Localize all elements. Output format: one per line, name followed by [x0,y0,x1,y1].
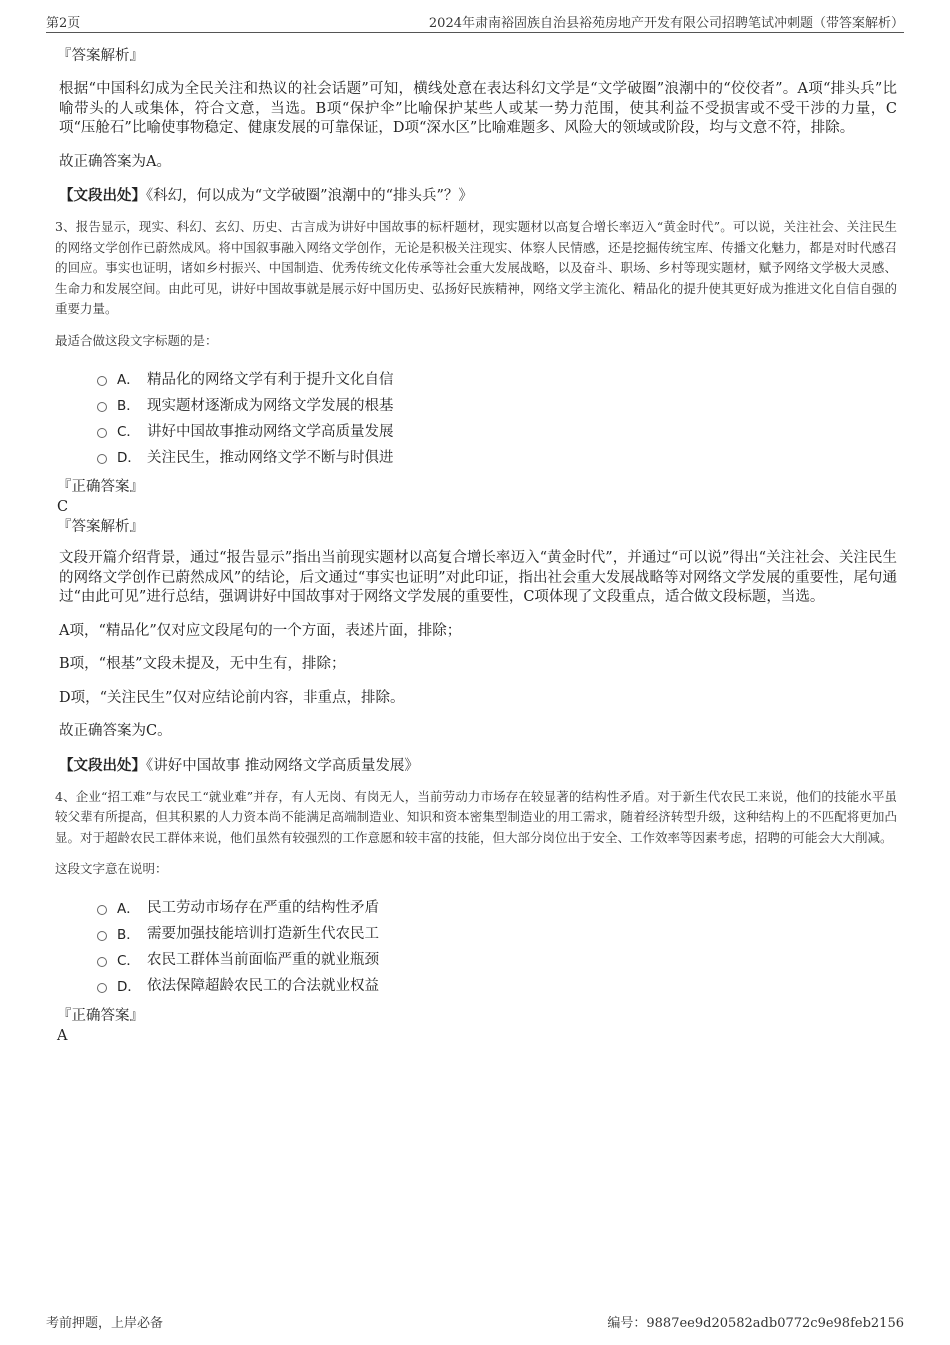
q3-note-d: D项，“关注民生”仅对应结论前内容，非重点，排除。 [59,689,405,706]
q4-question: 这段文字意在说明： [55,861,168,876]
q4-stem: 4、企业“招工难”与农民工“就业难”并存，有人无岗、有岗无人，当前劳动力市场存在较显著的结构性矛盾。对于新生代农民工来说，他们的技能水平虽较父辈有所提高，但其积累的人力资本尚不能满足高端制造业、知识和资本密集型制造业的用工需求，随着经济转型升级，这种结构上的不匹配将更加凸显。对于超龄农民工群体来说，他们虽然有较强烈的工作意愿和较丰富的技能，但大部分岗位出于安全、工作效率等因素考虑，招聘的可能会大大削减。 [55,788,897,845]
option-letter: D． [117,978,141,995]
option-letter: D． [117,450,141,466]
option-text: 民工劳动市场存在严重的结构性矛盾 [147,900,379,916]
q3-answer: C [57,499,69,515]
option-letter: A． [117,372,140,388]
q2-source-label: 【文段出处】 [59,187,146,204]
q2-source [59,186,897,206]
q3-option-d[interactable] [97,443,897,469]
radio-icon[interactable] [97,402,107,412]
option-text: 农民工群体当前面临严重的就业瓶颈 [147,952,379,968]
q3-note-b: B项，“根基”文段未提及，无中生有，排除； [59,656,346,672]
q2-analysis-title: 『答案解析』 [57,48,144,64]
q4-option-c[interactable] [97,946,897,972]
q2-source-text: 《科幻，何以成为“文学破圈”浪潮中的“排头兵”？》 [146,188,473,204]
q3-answer-title: 『正确答案』 [57,479,144,495]
radio-icon[interactable] [97,957,107,967]
radio-icon[interactable] [97,454,107,464]
q3-options [97,365,897,469]
document-title: 2024年肃南裕固族自治县裕苑房地产开发有限公司招聘笔试冲刺题（带答案解析） [428,16,904,31]
q3-option-a[interactable] [97,365,897,391]
page-header [46,12,904,33]
q3-question: 最适合做这段文字标题的是： [55,332,218,348]
q3-analysis-title: 『答案解析』 [57,519,144,535]
option-text: 关注民生，推动网络文学不断与时俱进 [147,449,394,466]
radio-icon[interactable] [97,905,107,915]
q3-stem: 3、报告显示，现实、科幻、玄幻、历史、古言成为讲好中国故事的标杆题材，现实题材以高复合增长率迈入“黄金时代”。可以说，关注社会、关注民生的网络文学创作已蔚然成风。将中国叙事融入网络文学创作，无论是积极关注现实、体察人民情感，还是挖掘传统宝库、传播文化魅力，都是对时代感召的回应。事实也证明，诸如乡村振兴、中国制造、优秀传统文化传承等社会重大发展战略，以及奋斗、职场、乡村等现实题材，赋予网络文学极大灵感、生命力和发展空间。由此可见，讲好中国故事就是展示好中国历史、弘扬好民族精神，网络文学主流化、精品化的提升使其更好成为推进文化自信自强的重要力量。 [55,219,897,316]
q4-option-b[interactable] [97,920,897,946]
q3-option-c[interactable] [97,417,897,443]
option-text: 讲好中国故事推动网络文学高质量发展 [147,423,394,440]
option-letter: B． [117,926,140,943]
option-letter: C． [117,952,140,969]
q4-options [97,894,897,998]
footer-slogan: 考前押题，上岸必备 [46,1316,164,1331]
option-letter: A． [117,900,140,917]
q3-source-text: 《讲好中国故事 推动网络文学高质量发展》 [146,757,419,774]
q3-analysis-text: 文段开篇介绍背景，通过“报告显示”指出当前现实题材以高复合增长率迈入“黄金时代”，并通过“可以说”得出“关注社会、关注民生的网络文学创作已蔚然成风”的结论，后文通过“事实也证明”对此印证，指出社会重大发展战略等对网络文学发展的重要性，尾句通过“由此可见”进行总结，强调讲好中国故事对于网络文学发展的重要性，C项体现了文段重点，适合做文段标题，当选。 [59,550,897,605]
q3-option-b[interactable] [97,391,897,417]
page-footer [46,1312,904,1332]
option-letter: C． [117,424,140,440]
option-text: 依法保障超龄农民工的合法就业权益 [147,978,379,994]
q3-source [59,756,897,776]
document-body [55,46,897,1046]
q4-answer: A [57,1027,68,1044]
q3-source-label: 【文段出处】 [59,756,146,774]
q4-answer-title: 『正确答案』 [57,1007,144,1024]
radio-icon[interactable] [97,931,107,941]
option-letter: B． [117,398,140,414]
q4-option-a[interactable] [97,894,897,920]
q2-conclusion: 故正确答案为A。 [59,153,171,170]
radio-icon[interactable] [97,376,107,386]
q2-analysis-text: 根据“中国科幻成为全民关注和热议的社会话题”可知，横线处意在表达科幻文学是“文学破圈”浪潮中的“佼佼者”。A项“排头兵”比喻带头的人或集体，符合文意，当选。B项“保护伞”比喻保护某些人或某一势力范围，使其利益不受损害或不受干涉的力量，C项“压舱石”比喻使事物稳定、健康发展的可靠保证，D项“深水区”比喻难题多、风险大的领域或阶段，均与文意不符，排除。 [59,81,897,136]
option-text: 精品化的网络文学有利于提升文化自信 [147,371,394,388]
q3-note-a: A项，“精品化”仅对应文段尾句的一个方面，表述片面，排除； [59,622,462,639]
option-text: 现实题材逐渐成为网络文学发展的根基 [147,397,394,414]
document-id: 编号：9887ee9d20582adb0772c9e98feb2156 [607,1316,904,1331]
radio-icon[interactable] [97,428,107,438]
radio-icon[interactable] [97,983,107,993]
q3-conclusion: 故正确答案为C。 [59,723,172,739]
page-number: 第2页 [46,16,81,31]
q4-option-d[interactable] [97,972,897,998]
option-text: 需要加强技能培训打造新生代农民工 [147,926,379,942]
